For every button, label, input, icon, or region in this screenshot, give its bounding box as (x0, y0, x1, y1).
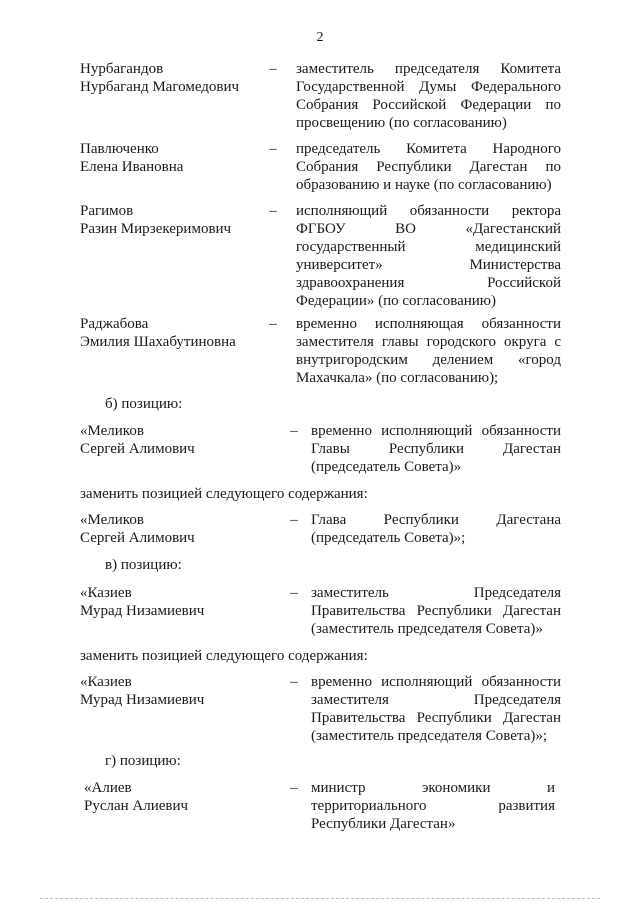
replace-instruction: заменить позицией следующего содержания: (80, 648, 368, 664)
page-number: 2 (316, 30, 324, 45)
position-line: просвещению (по согласованию) (296, 115, 507, 131)
member-given-names: Нурбаганд Магомедович (80, 79, 240, 95)
position-line: временно исполняющий обязанности (311, 423, 561, 439)
member-given-names: Эмилия Шахабутиновна (80, 334, 236, 350)
entry-dash: – (269, 203, 277, 219)
scan-edge-line (40, 898, 600, 899)
member-position (311, 673, 561, 745)
member-position (311, 584, 561, 638)
replace-instruction: заменить позицией следующего содержания: (80, 486, 368, 502)
position-line: университет» Министерства (296, 257, 561, 273)
member-name (80, 673, 280, 709)
member-surname: «Алиев (84, 780, 132, 796)
position-line: Собрания Республики Дагестан по (296, 159, 561, 175)
member-given-names: Руслан Алиевич (84, 798, 189, 814)
position-line: Федерации» (по согласованию) (296, 293, 497, 309)
member-name (80, 511, 280, 547)
position-line: заместитель Председателя (311, 585, 561, 601)
position-line: территориального развития (311, 798, 555, 814)
member-position (296, 202, 561, 310)
position-line: Глава Республики Дагестана (311, 512, 561, 528)
position-line: Главы Республики Дагестан (311, 441, 561, 457)
member-surname: Рагимов (80, 203, 134, 219)
position-line: здравоохранения Российской (296, 275, 561, 291)
member-surname: «Казиев (80, 585, 132, 601)
position-line: (председатель Совета)»; (311, 530, 466, 546)
position-line: (заместитель председателя Совета)» (311, 621, 543, 637)
position-line: (председатель Совета)» (311, 459, 462, 475)
position-line: Государственной Думы Федерального (296, 79, 561, 95)
position-line: председатель Комитета Народного (296, 141, 561, 157)
position-line: заместителя главы городского округа с (296, 334, 561, 350)
position-line: внутригородским делением «город (296, 352, 561, 368)
member-name (80, 584, 280, 620)
position-line: Собрания Российской Федерации по (296, 97, 561, 113)
member-surname: Раджабова (80, 316, 149, 332)
member-given-names: Елена Ивановна (80, 159, 184, 175)
member-name (80, 422, 280, 458)
position-line: исполняющий обязанности ректора (296, 203, 561, 219)
subsection-g-heading: г) позицию: (105, 753, 181, 769)
position-line: заместителя Председателя (311, 692, 561, 708)
member-position (311, 422, 561, 476)
entry-dash: – (290, 585, 298, 601)
entry-dash: – (290, 674, 298, 690)
position-line: государственный медицинский (296, 239, 561, 255)
position-line: Махачкала» (по согласованию); (296, 370, 499, 386)
position-line: образованию и науке (по согласованию) (296, 177, 552, 193)
member-position (296, 60, 561, 132)
entry-dash: – (290, 780, 298, 796)
entry-dash: – (290, 512, 298, 528)
member-name (84, 779, 284, 815)
position-line: временно исполняющая обязанности (296, 316, 561, 332)
position-line: Правительства Республики Дагестан (311, 603, 561, 619)
member-given-names: Разин Мирзекеримович (80, 221, 232, 237)
subsection-b-heading: б) позицию: (105, 396, 183, 412)
entry-dash: – (269, 141, 277, 157)
member-surname: «Казиев (80, 674, 132, 690)
position-line: ФГБОУ ВО «Дагестанский (296, 221, 561, 237)
member-surname: Нурбагандов (80, 61, 164, 77)
member-surname: «Меликов (80, 423, 144, 439)
subsection-v-heading: в) позицию: (105, 557, 182, 573)
member-surname: Павлюченко (80, 141, 159, 157)
member-surname: «Меликов (80, 512, 144, 528)
position-line: Республики Дагестан» (311, 816, 456, 832)
member-given-names: Мурад Низамиевич (80, 603, 205, 619)
member-given-names: Мурад Низамиевич (80, 692, 205, 708)
position-line: министр экономики и (311, 780, 555, 796)
member-given-names: Сергей Алимович (80, 530, 195, 546)
member-name (80, 60, 280, 96)
member-position (311, 779, 555, 833)
position-line: заместитель председателя Комитета (296, 61, 561, 77)
member-name (80, 315, 280, 351)
member-given-names: Сергей Алимович (80, 441, 195, 457)
position-line: (заместитель председателя Совета)»; (311, 728, 548, 744)
member-position (311, 511, 561, 547)
entry-dash: – (269, 61, 277, 77)
position-line: временно исполняющий обязанности (311, 674, 561, 690)
position-line: Правительства Республики Дагестан (311, 710, 561, 726)
entry-dash: – (290, 423, 298, 439)
member-position (296, 140, 561, 194)
member-name (80, 140, 280, 176)
member-name (80, 202, 280, 238)
entry-dash: – (269, 316, 277, 332)
member-position (296, 315, 561, 387)
